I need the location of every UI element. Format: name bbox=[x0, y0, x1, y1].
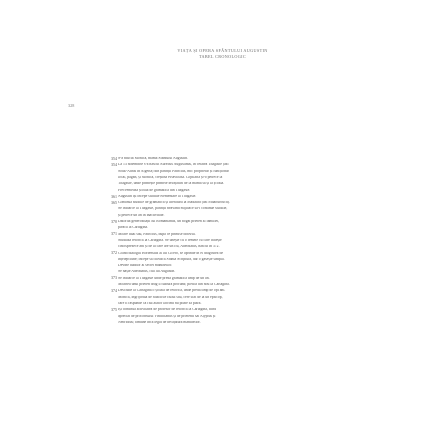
chronology-year: 371 bbox=[111, 231, 117, 237]
chronology-line: Frecventează școala de gramatică din Thagaste. bbox=[118, 188, 191, 192]
chronology-line: Se întoarce la Thagaste unde predă gramatica timp de un an. bbox=[118, 276, 210, 280]
chronology-line: Souk-Ahras în Algeria) din părinții Patricius, mic proprietar și funcționar bbox=[118, 169, 229, 173]
chronology-line: local, păgân, și Monica, creștină evlavioasă. Copilăria și-o petrece la bbox=[118, 175, 223, 179]
chronology-line: Se întoarce la Thagaste, părinții neavând mijloace să-i continue studiile, bbox=[118, 207, 228, 211]
page-number: 328 bbox=[68, 103, 75, 108]
chronology-year: 365 bbox=[111, 199, 117, 205]
chronology-line: care îi răspunde că fiul atâtor lacrimi nu poate să piară. bbox=[118, 301, 202, 305]
chronology-title: TABEL CRONOLOGIC bbox=[198, 54, 247, 59]
chronology-line: și petrece un an în inactivitate. bbox=[118, 213, 165, 217]
chronology-year: 375 bbox=[111, 306, 117, 312]
chronology-year: 372 bbox=[111, 250, 117, 256]
chronology-line: Augustin își începe studiile elementare la Thagaste. bbox=[118, 194, 197, 198]
chronology-line: Monica, îngrijorată de rătăcirile fiului său, cere sfat de la un episcop, bbox=[118, 295, 223, 299]
chronology-line: Devine auditor al sectei maniheilor. bbox=[118, 264, 173, 268]
chronology-line: S-a născut Monica, mama Sfântului Augustin. bbox=[118, 157, 188, 160]
chronology-line: Își continuă activitatea de profesor de retorică la Cartagina, fiind bbox=[118, 308, 217, 312]
chronology-year: 361 bbox=[111, 193, 117, 199]
chronology-year: 373 bbox=[111, 275, 117, 281]
chronology-year: 370 bbox=[111, 218, 117, 224]
chronology-line: Citind dialogul Hortensius al lui Cicero, se aprinde în el dragostea de bbox=[118, 251, 224, 255]
chronology-line: Nebridius; rămâne încă legat de învățătura maniheilor. bbox=[118, 320, 201, 324]
chronology-line: înțelepciune; începe să citească Sfânta Scriptură, dar o găsește simplă. bbox=[118, 257, 225, 261]
chronology-line: Continuă studiile de gramatică și literatură la Madaura (azi Mdaourouch). bbox=[118, 201, 230, 205]
chronology-line: cincisprezece ani și de la care are un fiu, Adeodatus, născut în 372. bbox=[118, 245, 220, 249]
chronology-line: apreciat de proconsulul Vindicianus și de prietenii săi Alypius și bbox=[118, 314, 216, 318]
chronology-line: pleacă la Cartagina. bbox=[118, 226, 149, 230]
chronology-year: 354 bbox=[111, 155, 117, 161]
chronology-line: Deschide la Cartagina o școală de retorică, unde predă timp de opt ani. bbox=[118, 289, 226, 293]
chronology-line: Studiază retorica la Cartagina. Se unește cu o femeie cu care trăiește bbox=[118, 238, 222, 242]
chronology-line: Datorită generozității lui Romanianus, un bogat prieten al familiei, bbox=[118, 220, 220, 223]
chronology-line: Moartea unui prieten drag îl tulbură profund; pleacă din nou la Cartagina. bbox=[118, 283, 230, 286]
chronology-line: Se naște Adeodatus, fiul lui Augustin. bbox=[118, 270, 176, 274]
running-head: VIAȚA ȘI OPERA SFÂNTULUI AUGUSTIN bbox=[177, 48, 268, 53]
chronology-line: Thagaste, unde primește primele învățături de la mama sa și la școală. bbox=[118, 182, 225, 186]
chronology-year: 354 bbox=[111, 162, 117, 167]
chronology-line: La 13 noiembrie s-a născut Aurelius Augustinus, în cetatea Thagaste (azi bbox=[118, 163, 229, 167]
chronology-line: Moare tatăl său, Patricius, după ce primise botezul. bbox=[118, 232, 196, 236]
chronology-year: 374 bbox=[111, 288, 117, 293]
